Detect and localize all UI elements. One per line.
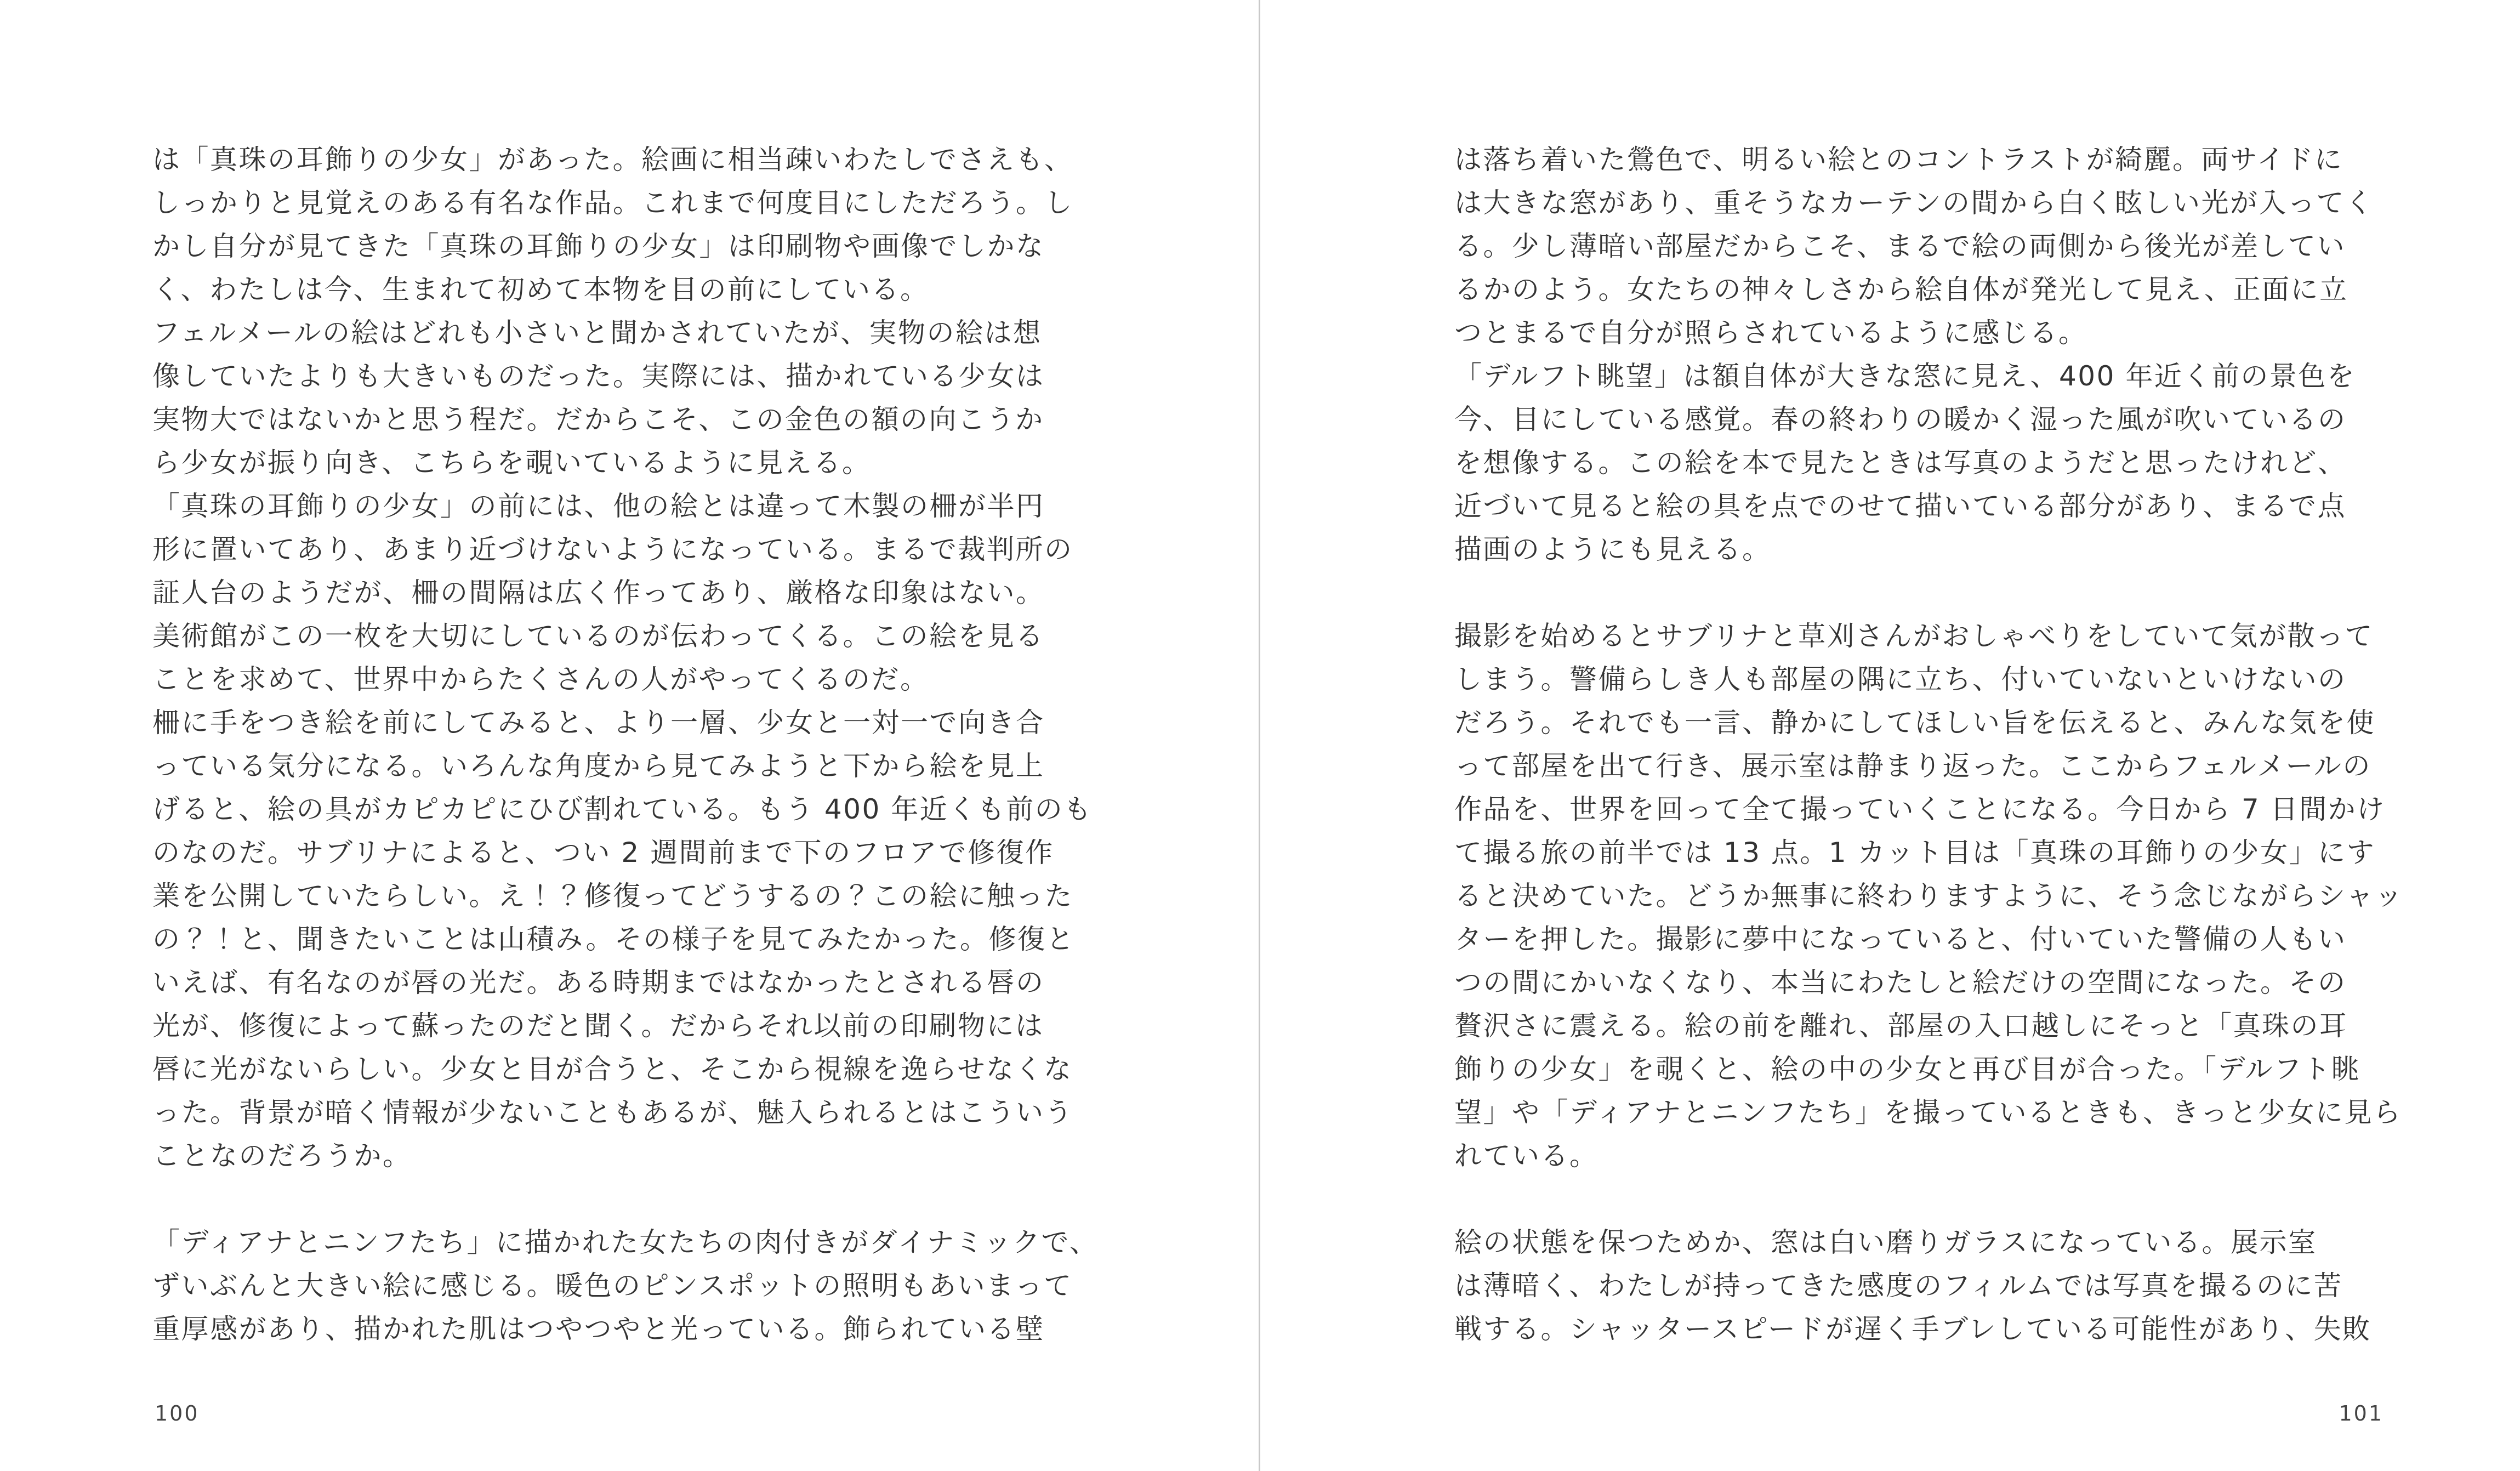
- text-line: ことを求めて、世界中からたくさんの人がやってくるのだ。: [152, 663, 929, 695]
- text-line: は薄暗く、わたしが持ってきた感度のフィルムでは写真を撮るのに苦: [1454, 1270, 2343, 1302]
- page-right-body-text: [1454, 138, 2404, 1351]
- page-left: [0, 0, 1259, 1471]
- text-line: 唇に光がないらしい。少女と目が合うと、そこから視線を逸らせなくな: [152, 1053, 1073, 1085]
- text-line: [1454, 1178, 2386, 1221]
- text-line: 柵に手をつき絵を前にしてみると、より一層、少女と一対一で向き合: [152, 707, 1045, 739]
- text-line: しまう。警備らしき人も部屋の隅に立ち、付いていないといけないの: [1454, 663, 2347, 695]
- text-line: 絵の状態を保つためか、窓は白い磨りガラスになっている。展示室: [1454, 1226, 2317, 1258]
- text-line: 業を公開していたらしい。え！？修復ってどうするの？この絵に触った: [152, 880, 1073, 912]
- text-line: 望」や「ディアナとニンフたち」を撮っているときも、きっと少女に見ら: [1454, 1097, 2402, 1128]
- text-line: いえば、有名なのが唇の光だ。ある時期まではなかったとされる唇の: [152, 967, 1045, 998]
- page-divider: [1259, 0, 1260, 1471]
- text-line: 像していたよりも大きいものだった。実際には、描かれている少女は: [152, 360, 1045, 392]
- text-line: 「ディアナとニンフたち」に描かれた女たちの肉付きがダイナミックで、: [152, 1226, 1099, 1258]
- text-line: 証人台のようだが、柵の間隔は広く作ってあり、厳格な印象はない。: [152, 577, 1045, 609]
- text-line: を想像する。この絵を本で見たときは写真のようだと思ったけれど、: [1454, 447, 2347, 479]
- text-line: った。背景が暗く情報が少ないこともあるが、魅入られるとはこういう: [152, 1097, 1073, 1128]
- text-line: ら少女が振り向き、こちらを覗いているように見える。: [152, 447, 871, 479]
- text-line: 今、目にしている感覚。春の終わりの暖かく湿った風が吹いているの: [1454, 404, 2347, 435]
- text-line: って部屋を出て行き、展示室は静まり返った。ここからフェルメールの: [1454, 750, 2371, 782]
- page-right: [1261, 0, 2520, 1471]
- text-line: は大きな窓があり、重そうなカーテンの間から白く眩しい光が入ってく: [1454, 187, 2374, 219]
- text-line: は落ち着いた鶯色で、明るい絵とのコントラストが綺麗。両サイドに: [1454, 144, 2343, 175]
- text-line: しっかりと見覚えのある有名な作品。これまで何度目にしただろう。し: [152, 187, 1073, 219]
- text-line: 「真珠の耳飾りの少女」の前には、他の絵とは違って木製の柵が半円: [152, 490, 1045, 522]
- text-line: 贅沢さに震える。絵の前を離れ、部屋の入口越しにそっと「真珠の耳: [1454, 1010, 2348, 1042]
- page-number-left: 100: [155, 1401, 200, 1425]
- text-line: 近づいて見ると絵の具を点でのせて描いている部分があり、まるで点: [1454, 490, 2346, 522]
- text-line: ことなのだろうか。: [152, 1140, 412, 1172]
- text-line: るかのよう。女たちの神々しさから絵自体が発光して見え、正面に立: [1454, 274, 2348, 305]
- page-left-body-text: [152, 138, 1099, 1351]
- text-line: れている。: [1454, 1140, 1599, 1172]
- page-number-right: 101: [2339, 1401, 2384, 1425]
- text-line: かし自分が見てきた「真珠の耳飾りの少女」は印刷物や画像でしかな: [152, 230, 1045, 262]
- text-line: て撮る旅の前半では 13 点。1 カット目は「真珠の耳飾りの少女」にす: [1454, 837, 2376, 868]
- text-line: 光が、修復によって蘇ったのだと聞く。だからそれ以前の印刷物には: [152, 1010, 1044, 1042]
- text-line: だろう。それでも一言、静かにしてほしい旨を伝えると、みんな気を使: [1454, 707, 2375, 739]
- text-line: 戦する。シャッタースピードが遅く手ブレしている可能性があり、失敗: [1454, 1313, 2371, 1345]
- text-line: つの間にかいなくなり、本当にわたしと絵だけの空間になった。その: [1454, 967, 2347, 998]
- text-line: く、わたしは今、生まれて初めて本物を目の前にしている。: [152, 274, 929, 305]
- text-line: のなのだ。サブリナによると、つい 2 週間前まで下のフロアで修復作: [152, 837, 1054, 868]
- text-line: る。少し薄暗い部屋だからこそ、まるで絵の両側から後光が差してい: [1454, 230, 2346, 262]
- text-line: の？！と、聞きたいことは山積み。その様子を見てみたかった。修復と: [152, 923, 1075, 955]
- text-line: は「真珠の耳飾りの少女」があった。絵画に相当疎いわたしでさえも、: [152, 144, 1073, 175]
- text-line: 重厚感があり、描かれた肌はつやつやと光っている。飾られている壁: [152, 1313, 1045, 1345]
- text-line: フェルメールの絵はどれも小さいと聞かされていたが、実物の絵は想: [152, 317, 1042, 349]
- text-line: 撮影を始めるとサブリナと草刈さんがおしゃべりをしていて気が散って: [1454, 620, 2374, 652]
- text-line: 美術館がこの一枚を大切にしているのが伝わってくる。この絵を見る: [152, 620, 1044, 652]
- text-line: げると、絵の具がカピカピにひび割れている。もう 400 年近くも前のも: [152, 793, 1093, 825]
- text-line: 「デルフト眺望」は額自体が大きな窓に見え、400 年近く前の景色を: [1454, 360, 2356, 392]
- text-line: ずいぶんと大きい絵に感じる。暖色のピンスポットの照明もあいまって: [152, 1270, 1073, 1302]
- text-line: 飾りの少女」を覗くと、絵の中の少女と再び目が合った。「デルフト眺: [1454, 1053, 2360, 1085]
- text-line: つとまるで自分が照らされているように感じる。: [1454, 317, 2087, 349]
- text-line: っている気分になる。いろんな角度から見てみようと下から絵を見上: [152, 750, 1045, 782]
- text-line: [152, 1178, 1084, 1221]
- text-line: ると決めていた。どうか無事に終わりますように、そう念じながらシャッ: [1454, 880, 2404, 912]
- text-line: 作品を、世界を回って全て撮っていくことになる。今日から 7 日間かけ: [1454, 793, 2386, 825]
- text-line: 描画のようにも見える。: [1454, 533, 1771, 565]
- text-line: [1454, 571, 2386, 615]
- text-line: ターを押した。撮影に夢中になっていると、付いていた警備の人もい: [1454, 923, 2347, 955]
- text-line: 形に置いてあり、あまり近づけないようになっている。まるで裁判所の: [152, 533, 1073, 565]
- text-line: 実物大ではないかと思う程だ。だからこそ、この金色の額の向こうか: [152, 404, 1044, 435]
